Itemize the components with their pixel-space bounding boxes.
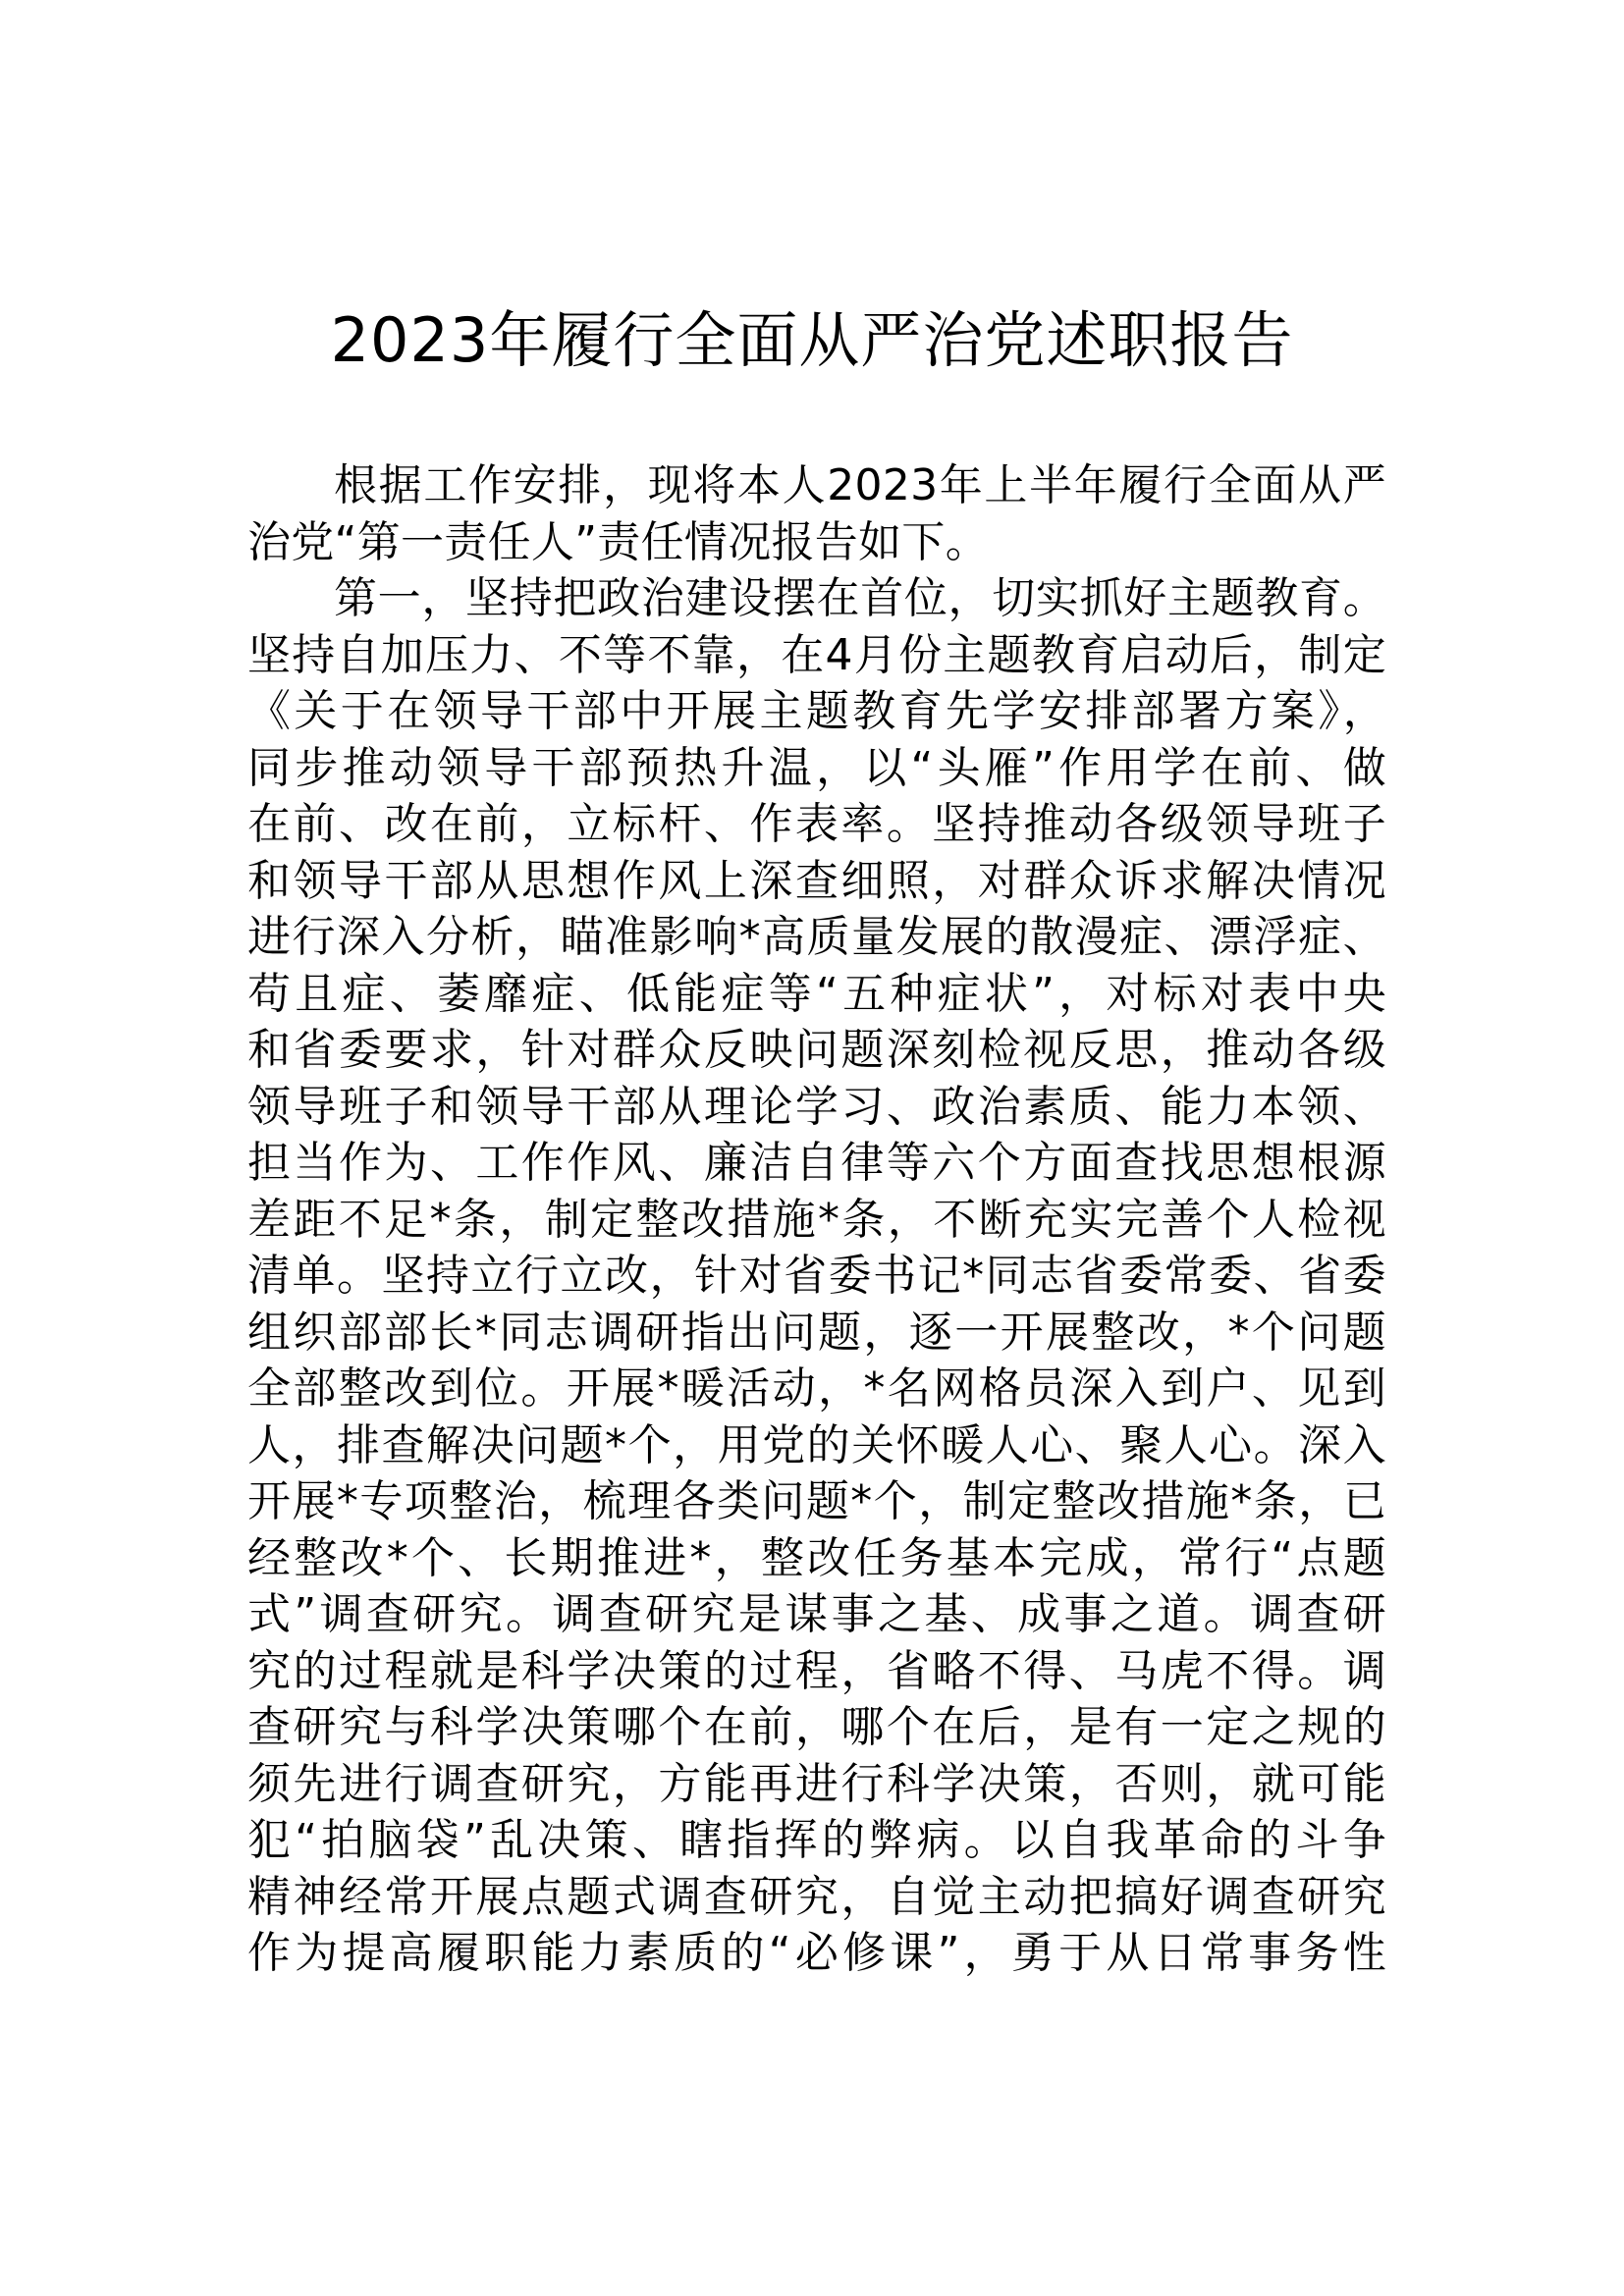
body-line-5: 《关于在领导干部中开展主题教育先学安排部署方案》， (247, 686, 1386, 736)
body-line-14: 差距不足*条，制定整改措施*条，不断充实完善个人检视 (247, 1194, 1386, 1245)
body-line-19: 开展*专项整治，梳理各类问题*个，制定整改措施*条，已 (247, 1476, 1386, 1526)
body-line-1: 根据工作安排，现将本人2023年上半年履行全面从严 (334, 460, 1386, 510)
body-line-13: 担当作为、工作作风、廉洁自律等六个方面查找思想根源 (247, 1138, 1386, 1188)
body-line-26: 精神经常开展点题式调查研究，自觉主动把搞好调查研究 (247, 1871, 1386, 1922)
body-line-6: 同步推动领导干部预热升温，以“头雁”作用学在前、做 (247, 742, 1386, 793)
body-line-20: 经整改*个、长期推进*，整改任务基本完成，常行“点题 (247, 1532, 1386, 1583)
body-line-17: 全部整改到位。开展*暖活动，*名网格员深入到户、见到 (247, 1363, 1386, 1414)
body-line-2: 治党“第一责任人”责任情况报告如下。 (247, 516, 989, 567)
body-line-12: 领导班子和领导干部从理论学习、政治素质、能力本领、 (247, 1081, 1386, 1132)
body-line-3: 第一，坚持把政治建设摆在首位，切实抓好主题教育。 (334, 573, 1386, 623)
body-line-27: 作为提高履职能力素质的“必修课”，勇于从日常事务性 (247, 1928, 1386, 1978)
body-line-4: 坚持自加压力、不等不靠，在4月份主题教育启动后，制定 (247, 629, 1386, 680)
body-line-16: 组织部部长*同志调研指出问题，逐一开展整改，*个问题 (247, 1307, 1386, 1358)
document-body (247, 457, 1386, 1982)
body-line-10: 苟且症、萎靡症、低能症等“五种症状”，对标对表中央 (247, 968, 1386, 1019)
body-line-22: 究的过程就是科学决策的过程，省略不得、马虎不得。调 (247, 1645, 1386, 1696)
body-line-11: 和省委要求，针对群众反映问题深刻检视反思，推动各级 (247, 1025, 1386, 1075)
body-line-18: 人，排查解决问题*个，用党的关怀暖人心、聚人心。深入 (247, 1419, 1386, 1470)
body-line-25: 犯“拍脑袋”乱决策、瞎指挥的弊病。以自我革命的斗争 (247, 1815, 1386, 1865)
body-line-8: 和领导干部从思想作风上深查细照，对群众诉求解决情况 (247, 855, 1386, 906)
body-line-23: 查研究与科学决策哪个在前，哪个在后，是有一定之规的 (247, 1702, 1386, 1752)
body-line-21: 式”调查研究。调查研究是谋事之基、成事之道。调查研 (247, 1589, 1386, 1639)
body-line-9: 进行深入分析，瞄准影响*高质量发展的散漫症、漂浮症、 (247, 912, 1386, 962)
body-line-24: 须先进行调查研究，方能再进行科学决策，否则，就可能 (247, 1758, 1386, 1809)
body-line-7: 在前、改在前，立标杆、作表率。坚持推动各级领导班子 (247, 799, 1386, 849)
body-line-15: 清单。坚持立行立改，针对省委书记*同志省委常委、省委 (247, 1251, 1386, 1301)
document-title: 2023年履行全面从严治党述职报告 (330, 304, 1294, 376)
